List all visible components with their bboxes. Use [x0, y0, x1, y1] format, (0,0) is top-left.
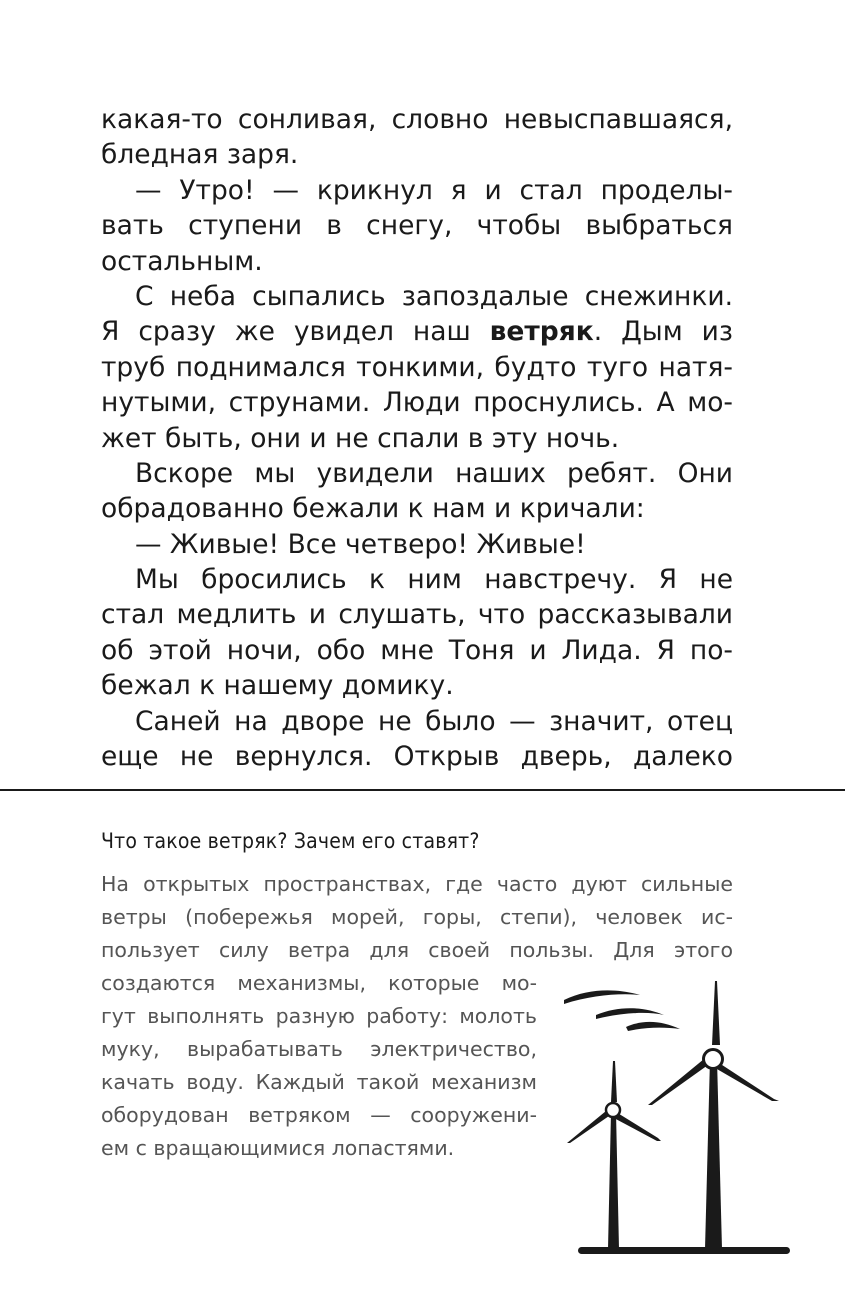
text-line: — Утро! — крикнул я и стал проделы-: [135, 174, 733, 206]
large-turbine-icon: [648, 981, 779, 1249]
text-fragment: . Дым из: [593, 316, 733, 348]
note-line: На открытых пространствах, где часто дуют сильные: [101, 872, 733, 896]
text-line-with-term: [101, 314, 733, 349]
text-line: Саней на дворе не было — значит, отец: [135, 705, 733, 737]
text-line: какая-то сонливая, словно невыспавшаяся,: [101, 104, 733, 135]
text-line: еще не вернулся. Открыв дверь, далеко: [101, 741, 733, 773]
highlighted-term: ветряк: [489, 316, 594, 348]
text-line: остальным.: [101, 245, 263, 277]
text-line: вать ступени в снегу, чтобы выбраться: [101, 210, 733, 242]
main-text: [101, 102, 733, 774]
wind-turbines-illustration: [560, 975, 790, 1260]
note-title: Что такое ветряк? Зачем его ставят?: [101, 829, 480, 853]
text-line: — Живые! Все четверо! Живые!: [135, 528, 586, 560]
text-line: нутыми, струнами. Люди проснулись. А мо-: [101, 387, 733, 419]
note-line: пользует силу ветра для своей пользы. Для этого: [101, 938, 733, 962]
small-turbine-icon: [567, 1061, 661, 1249]
note-line: создаются механизмы, которые мо-: [101, 971, 537, 995]
text-line: Мы бросились к ним навстречу. Я не: [135, 564, 733, 596]
text-line: обрадованно бежали к нам и кричали:: [101, 493, 645, 525]
text-line: жет быть, они и не спали в эту ночь.: [101, 422, 620, 454]
section-divider: [0, 789, 845, 791]
note-line: ветры (побережья морей, горы, степи), человек ис-: [101, 905, 733, 929]
note-line: качать воду. Каждый такой механизм: [101, 1070, 537, 1094]
wind-gust-icon: [564, 990, 680, 1031]
text-line: стал медлить и слушать, что рассказывали: [101, 599, 733, 631]
text-line: Вскоре мы увидели наших ребят. Они: [135, 457, 733, 489]
note-line: гут выполнять разную работу: молоть: [101, 1004, 537, 1028]
note-line: ем с вращающимися лопастями.: [101, 1136, 455, 1160]
note-line: муку, вырабатывать электричество,: [101, 1037, 537, 1061]
note-line: оборудован ветряком — сооружени-: [101, 1103, 537, 1127]
text-fragment: Я сразу же увидел наш: [101, 316, 471, 348]
text-line: бледная заря.: [101, 139, 299, 171]
text-line: бежал к нашему домику.: [101, 670, 454, 702]
text-line: С неба сыпались запоздалые снежинки.: [135, 280, 733, 312]
text-line: об этой ночи, обо мне Тоня и Лида. Я по-: [101, 634, 733, 666]
text-line: труб поднимался тонкими, будто туго натя-: [101, 351, 733, 383]
